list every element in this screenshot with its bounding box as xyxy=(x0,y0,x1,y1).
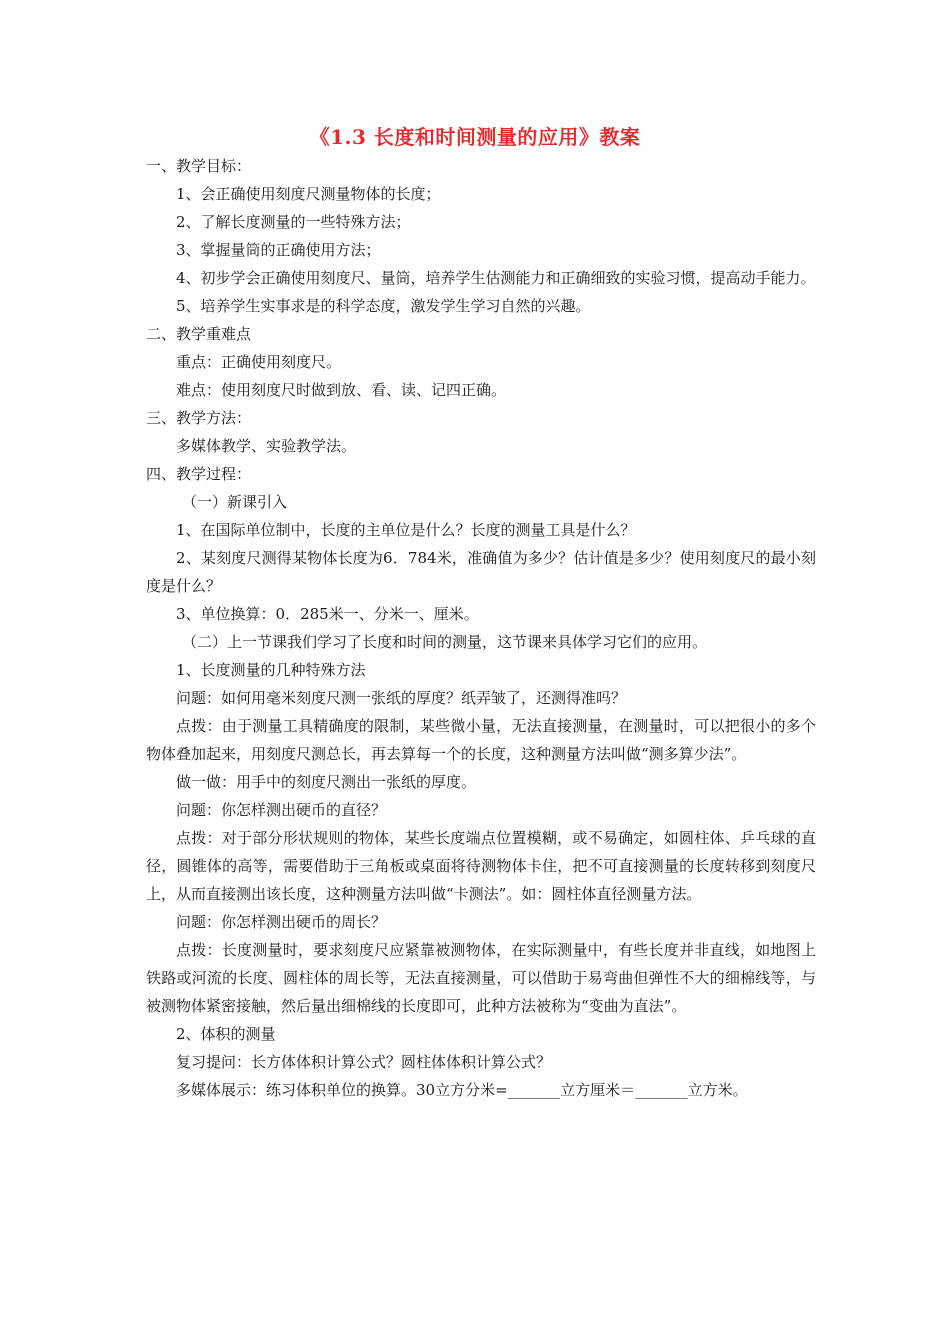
section-heading: 二、教学重难点 xyxy=(146,325,252,343)
paragraph: 3、掌握量筒的正确使用方法； xyxy=(176,241,381,259)
section-heading: 一、教学目标： xyxy=(146,157,252,175)
paragraph: 重点：正确使用刻度尺。 xyxy=(176,353,342,371)
paragraph: 2、体积的测量 xyxy=(176,1025,276,1043)
paragraph: 问题：你怎样测出硬币的直径？ xyxy=(176,801,387,819)
paragraph: 做一做：用手中的刻度尺测出一张纸的厚度。 xyxy=(176,773,477,791)
paragraph: （二）上一节课我们学习了长度和时间的测量，这节课来具体学习它们的应用。 xyxy=(182,633,708,651)
paragraph: 1、会正确使用刻度尺测量物体的长度； xyxy=(176,185,441,203)
paragraph: 问题：你怎样测出硬币的周长？ xyxy=(176,913,387,931)
paragraph: 1、长度测量的几种特殊方法 xyxy=(176,661,366,679)
paragraph: 2、了解长度测量的一些特殊方法； xyxy=(176,213,411,231)
paragraph: （一）新课引入 xyxy=(182,493,288,511)
section-heading: 四、教学过程： xyxy=(146,465,252,483)
paragraph: 多媒体展示：练习体积单位的换算。30立方分米=_______立方厘米＝_______立方米。 xyxy=(176,1081,748,1099)
paragraph: 4、初步学会正确使用刻度尺、量筒，培养学生估测能力和正确细致的实验习惯，提高动手能力。 xyxy=(176,269,816,287)
paragraph: 多媒体教学、实验教学法。 xyxy=(176,437,357,455)
paragraph: 3、单位换算：0．285米一、分米一、厘米。 xyxy=(176,605,479,623)
paragraph: 点拨：对于部分形状规则的物体，某些长度端点位置模糊，或不易确定，如圆柱体、乒乓球的直径，圆锥体的高等，需要借助于三角板或桌面将待测物体卡住，把不可直接测量的长度转移到刻度尺上，从而直接测出该长度，这种测量方法叫做“卡测法”。如：圆柱体直径测量方法。 xyxy=(146,829,816,903)
section-heading: 三、教学方法： xyxy=(146,409,252,427)
document-body xyxy=(146,152,816,1104)
paragraph: 复习提问：长方体体积计算公式？圆柱体体积计算公式？ xyxy=(176,1053,552,1071)
paragraph: 1、在国际单位制中，长度的主单位是什么？长度的测量工具是什么？ xyxy=(176,521,636,539)
paragraph: 2、某刻度尺测得某物体长度为6．784米，准确值为多少？估计值是多少？使用刻度尺的最小刻度是什么？ xyxy=(146,549,816,595)
paragraph: 难点：使用刻度尺时做到放、看、读、记四正确。 xyxy=(176,381,507,399)
paragraph: 5、培养学生实事求是的科学态度，激发学生学习自然的兴趣。 xyxy=(176,297,591,315)
document-title: 《1.3 长度和时间测量的应用》教案 xyxy=(309,125,641,149)
paragraph: 点拨：由于测量工具精确度的限制，某些微小量，无法直接测量，在测量时，可以把很小的多个物体叠加起来，用刻度尺测总长，再去算每一个的长度，这种测量方法叫做“测多算少法”。 xyxy=(146,717,816,763)
paragraph: 问题：如何用毫米刻度尺测一张纸的厚度？纸弄皱了，还测得准吗？ xyxy=(176,689,627,707)
paragraph: 点拨：长度测量时，要求刻度尺应紧靠被测物体，在实际测量中，有些长度并非直线，如地图上铁路或河流的长度、圆柱体的周长等，无法直接测量，可以借助于易弯曲但弹性不大的细棉线等，与被测物体紧密接触，然后量出细棉线的长度即可，此种方法被称为“变曲为直法”。 xyxy=(146,941,816,1015)
